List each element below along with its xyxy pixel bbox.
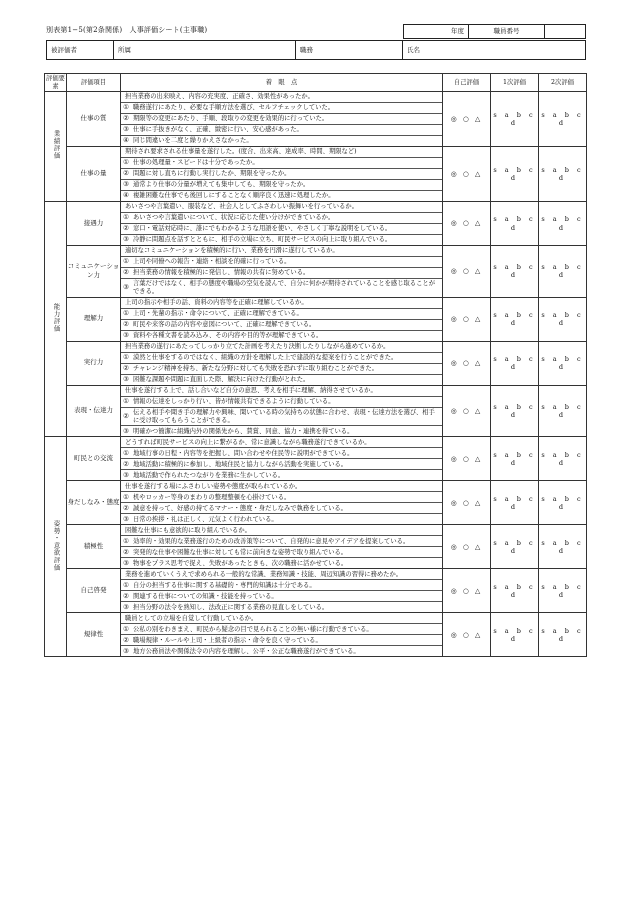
table-row <box>45 525 587 569</box>
first-eval-options[interactable]: s a b c d <box>491 202 539 246</box>
point-number: ① <box>123 258 129 266</box>
point-row <box>121 179 442 190</box>
item-name: コミュニケーション力 <box>67 246 121 298</box>
second-eval-options[interactable]: s a b c d <box>539 525 587 569</box>
point-text: 担当業務の情報を積極的に発信し、情報の共有に努めている。 <box>133 269 310 277</box>
point-row <box>121 396 442 407</box>
point-row <box>121 135 442 146</box>
col-points: 着 眼 点 <box>121 74 443 92</box>
point-number: ① <box>123 537 129 545</box>
table-row <box>45 341 587 385</box>
point-number: ① <box>123 104 129 112</box>
point-text: 仕事を遂行する場にふさわしい姿勢や態度が取られているか。 <box>125 482 302 490</box>
point-text: 上司や同僚への報告・連絡・相談を的確に行っている。 <box>133 258 291 266</box>
item-name: 規律性 <box>67 613 121 657</box>
second-eval-options[interactable]: s a b c d <box>539 341 587 385</box>
point-row <box>121 557 442 568</box>
first-eval-options[interactable]: s a b c d <box>491 341 539 385</box>
doc-title: 別表第1−5(第2条関係) 人事評価シート(主事職) <box>46 26 208 34</box>
point-text: 担当分野の法令を熟知し、法改正に関する業務の見直しをしている。 <box>133 603 329 611</box>
point-row <box>121 202 442 212</box>
point-text: 同じ間違いを二度と繰りかえさなかった。 <box>133 137 253 145</box>
table-row <box>45 385 587 437</box>
dept-label: 所属 <box>114 41 296 59</box>
point-number: ③ <box>123 515 129 523</box>
item-name: 仕事の量 <box>67 147 121 202</box>
point-number: ① <box>123 159 129 167</box>
point-number: ③ <box>123 126 129 134</box>
point-number: ② <box>123 320 129 328</box>
point-row <box>121 374 442 385</box>
point-row <box>121 363 442 374</box>
point-number: ③ <box>123 559 129 567</box>
point-number: ② <box>123 170 129 178</box>
second-eval-options[interactable]: s a b c d <box>539 297 587 341</box>
category-label: 業績評価 <box>52 130 60 160</box>
point-number: ② <box>123 269 129 277</box>
point-row <box>121 634 442 645</box>
point-text: 期限等の変更にあたり、手順、段取りの変更を効果的に行っていた。 <box>133 115 329 123</box>
point-text: 日常の挨拶・礼は正しく、元気よく行われている。 <box>133 515 278 523</box>
item-name: 身だしなみ・態度 <box>67 481 121 525</box>
point-row <box>121 212 442 223</box>
point-row <box>121 447 442 458</box>
table-row <box>45 437 587 481</box>
point-text: 伝える相手や聞き手の理解力や興味、聞いている時の気持ちの状態に合わせ、表現・伝達方法を選び、相手に受け取ってもらうことができる。 <box>133 408 435 424</box>
category-cell <box>45 437 67 657</box>
table-row <box>45 246 587 298</box>
self-eval-options[interactable]: ◎ ○ △ <box>443 569 491 613</box>
name-label: 氏名 <box>407 46 420 54</box>
category-label: 姿勢・意欲評価 <box>52 519 60 571</box>
point-number: ① <box>123 214 129 222</box>
point-number: ② <box>123 592 129 600</box>
point-text: 効率的・効果的な業務遂行のための改善策等について、自発的に意見やアイデアを提案している。 <box>133 537 410 545</box>
point-row <box>121 319 442 330</box>
table-row <box>45 569 587 613</box>
points-cell <box>121 297 443 341</box>
point-text: 明確かつ簡潔に組織内外の関係先から、賛賞、同意、協力・連携を得ている。 <box>133 427 354 435</box>
first-eval-options[interactable]: s a b c d <box>491 525 539 569</box>
points-cell <box>121 246 443 298</box>
point-row <box>121 437 442 447</box>
point-text: 職場規律・ルールや上司・上級者の指示・命令を良く守っている。 <box>133 636 322 644</box>
point-text: 業務を進めていくうえで求められる一般的な常識、業務知識・技能、周辺知識の習得に務めたか。 <box>125 570 403 578</box>
point-text: 窓口・電話対応時に、誰にでもわかるような用語を使い、やさしく丁寧な説明をしている。 <box>133 225 392 233</box>
point-number: ① <box>123 449 129 457</box>
point-text: どうすれば町民サービスの向上に繋がるか、常に意識しながら職務遂行できているか。 <box>125 438 371 446</box>
point-number: ③ <box>123 647 129 655</box>
point-row <box>121 525 442 535</box>
point-row <box>121 278 442 297</box>
table-row <box>45 613 587 657</box>
point-number: ④ <box>123 192 129 200</box>
point-number: ③ <box>123 603 129 611</box>
point-text: 期待され要求される仕事量を遂行した。(度合、出来高、達成率、時間、期限など) <box>125 148 357 156</box>
point-row <box>121 513 442 524</box>
self-eval-options[interactable]: ◎ ○ △ <box>443 437 491 481</box>
point-row <box>121 407 442 426</box>
point-row <box>121 502 442 513</box>
point-text: 資料や各種文書を読み込み、その内容や目的等が理解できている。 <box>133 331 323 339</box>
point-row <box>121 190 442 201</box>
first-eval-options[interactable]: s a b c d <box>491 569 539 613</box>
point-row <box>121 92 442 102</box>
first-eval-options[interactable]: s a b c d <box>491 246 539 298</box>
point-row <box>121 223 442 234</box>
point-number: ① <box>123 397 129 405</box>
item-name: 理解力 <box>67 297 121 341</box>
point-text: 適切なコミュニケーションを積極的に行い、業務を円滑に遂行しているか。 <box>125 247 339 255</box>
self-eval-options[interactable]: ◎ ○ △ <box>443 202 491 246</box>
point-text: 突発的な仕事や困難な仕事に対しても常に前向きな姿勢で取り組んでいる。 <box>133 548 348 556</box>
points-cell <box>121 437 443 481</box>
second-eval-options[interactable]: s a b c d <box>539 92 587 147</box>
year-staff-box <box>403 24 586 39</box>
point-text: 地方公務員法や関係法令の内容を理解し、公平・公正な職務遂行ができている。 <box>133 647 360 655</box>
point-text: 言葉だけではなく、相手の態度や職場の空気を読んで、自分に何かが期待されていることを感じ取ることができる。 <box>133 280 435 295</box>
point-number: ② <box>123 364 129 372</box>
point-row <box>121 469 442 480</box>
point-number: ④ <box>123 137 129 145</box>
second-eval-options[interactable]: s a b c d <box>539 385 587 437</box>
point-row <box>121 601 442 612</box>
point-row <box>121 546 442 557</box>
item-name: 接遇力 <box>67 202 121 246</box>
col-first: 1次評価 <box>491 74 539 92</box>
evaluatee-header <box>46 40 586 60</box>
first-eval-options[interactable]: s a b c d <box>491 297 539 341</box>
point-row <box>121 102 442 113</box>
point-row <box>121 425 442 436</box>
self-eval-options[interactable]: ◎ ○ △ <box>443 147 491 202</box>
point-number: ① <box>123 625 129 633</box>
point-text: 困難な課題や問題に直面した際、解決に向けた行動がとれた。 <box>133 375 310 383</box>
point-text: 自分の担当する仕事に関する基礎的・専門的知識は十分である。 <box>133 581 316 589</box>
point-text: 担当業務の遂行にあたってしっかり立てた計画を考えたり決断したりしながら進めているか。 <box>125 342 390 350</box>
point-row <box>121 352 442 363</box>
first-eval-options[interactable]: s a b c d <box>491 613 539 657</box>
point-row <box>121 645 442 656</box>
point-number: ③ <box>123 181 129 189</box>
point-text: 関連する仕事についての知識・技能を持っている。 <box>133 592 278 600</box>
point-row <box>121 234 442 245</box>
col-item: 評価項目 <box>67 74 121 92</box>
category-label: 能力評価 <box>52 303 60 333</box>
point-text: 困難な仕事にも意欲的に取り組んでいるか。 <box>125 526 251 534</box>
points-cell <box>121 525 443 569</box>
second-eval-options[interactable]: s a b c d <box>539 437 587 481</box>
self-eval-options[interactable]: ◎ ○ △ <box>443 92 491 147</box>
first-eval-options[interactable]: s a b c d <box>491 385 539 437</box>
point-row <box>121 342 442 352</box>
point-number: ② <box>123 636 129 644</box>
table-row <box>45 147 587 202</box>
first-eval-options[interactable]: s a b c d <box>491 437 539 481</box>
item-name: 積極性 <box>67 525 121 569</box>
table-row <box>45 481 587 525</box>
point-row <box>121 590 442 601</box>
year-label: 年度 <box>404 25 469 38</box>
self-eval-options[interactable]: ◎ ○ △ <box>443 525 491 569</box>
point-text: 上司・先輩の指示・命令について、正確に理解できている。 <box>133 309 303 317</box>
table-row <box>45 92 587 147</box>
point-number: ① <box>123 581 129 589</box>
point-row <box>121 168 442 179</box>
first-eval-options[interactable]: s a b c d <box>491 92 539 147</box>
staff-no-field[interactable] <box>545 25 585 38</box>
second-eval-options[interactable]: s a b c d <box>539 481 587 525</box>
point-text: 職務遂行にあたり、必要な手順方法を選び、セルフチェックしていた。 <box>133 104 335 112</box>
point-number: ③ <box>123 427 129 435</box>
point-row <box>121 613 442 623</box>
point-row <box>121 308 442 319</box>
point-text: 物事をプラス思考で捉え、失敗があったときも、次の職務に活かせている。 <box>133 559 348 567</box>
point-text: チャレンジ精神を持ち、新たな分野に対しても失敗を恐れずに取り組むことができた。 <box>133 364 379 372</box>
point-row <box>121 458 442 469</box>
point-number: ③ <box>123 375 129 383</box>
point-text: あいさつや言葉遣いについて、状況に応じた使い分けができているか。 <box>133 214 335 222</box>
table-row <box>45 297 587 341</box>
point-number: ① <box>123 353 129 361</box>
point-row <box>121 481 442 491</box>
point-text: 仕事を遂行する上で、話し合いなど自分の意思、考えを相手に理解、納得させているか。 <box>125 386 377 394</box>
point-row <box>121 246 442 256</box>
self-eval-options[interactable]: ◎ ○ △ <box>443 385 491 437</box>
item-name: 仕事の質 <box>67 92 121 147</box>
point-number: ② <box>123 504 129 512</box>
point-number: ① <box>123 309 129 317</box>
point-text: 地域行事の日程・内容等を把握し、問い合わせや住民等に説明ができている。 <box>133 449 354 457</box>
point-row <box>121 569 442 579</box>
first-eval-options[interactable]: s a b c d <box>491 481 539 525</box>
self-eval-options[interactable]: ◎ ○ △ <box>443 246 491 298</box>
col-self: 自己評価 <box>443 74 491 92</box>
point-row <box>121 386 442 396</box>
position-label: 職務 <box>296 41 403 59</box>
point-text: 通常より仕事の分量が増えても集中しても、期限を守ったか。 <box>133 181 310 189</box>
points-cell <box>121 481 443 525</box>
second-eval-options[interactable]: s a b c d <box>539 569 587 613</box>
second-eval-options[interactable]: s a b c d <box>539 246 587 298</box>
point-number: ③ <box>123 331 129 339</box>
second-eval-options[interactable]: s a b c d <box>539 613 587 657</box>
point-row <box>121 256 442 267</box>
point-text: 複雑困難な仕事でも後回しにすることなく順序良く迅速に処理したか。 <box>133 192 335 200</box>
point-row <box>121 113 442 124</box>
table-header-row <box>45 74 587 92</box>
point-number: ② <box>123 548 129 556</box>
point-number: ② <box>123 460 129 468</box>
point-text: 机やロッカー等身のまわりの整理整頓を心掛けている。 <box>133 493 291 501</box>
point-text: 町民や来客の話の内容や意図について、正確に理解できている。 <box>133 320 316 328</box>
second-eval-options[interactable]: s a b c d <box>539 202 587 246</box>
point-number: ③ <box>123 236 129 244</box>
point-text: 仕事の処理量・スピードは十分であったか。 <box>133 159 259 167</box>
points-cell <box>121 92 443 147</box>
point-text: 担当業務の出来映え、内容の充実度、正確さ、効果性があったか。 <box>125 93 314 101</box>
point-text: 漠然と仕事をするのではなく、組織の方針を理解した上で建設的な提案を行うことができた。 <box>133 353 398 361</box>
item-name: 表現・伝達力 <box>67 385 121 437</box>
point-text: 上司の指示や相手の話、資料の内容等を正確に理解しているか。 <box>125 298 308 306</box>
points-cell <box>121 341 443 385</box>
point-text: 地域活動に積極的に参加し、地域住民と協力しながら活動を実施している。 <box>133 460 348 468</box>
self-eval-options[interactable]: ◎ ○ △ <box>443 297 491 341</box>
point-row <box>121 623 442 634</box>
point-number: ② <box>123 225 129 233</box>
category-cell <box>45 202 67 437</box>
point-row <box>121 330 442 341</box>
first-eval-options[interactable]: s a b c d <box>491 147 539 202</box>
staff-no-label: 職員番号 <box>469 25 545 38</box>
table-row <box>45 202 587 246</box>
item-name: 実行力 <box>67 341 121 385</box>
evaluation-table <box>44 73 587 657</box>
point-row <box>121 124 442 135</box>
category-cell <box>45 92 67 202</box>
point-row <box>121 535 442 546</box>
point-text: 地域活動で作られたつながりを業務に生かしている。 <box>133 471 285 479</box>
point-row <box>121 579 442 590</box>
item-name: 自己啓発 <box>67 569 121 613</box>
item-name: 町民との交流 <box>67 437 121 481</box>
col-second: 2次評価 <box>539 74 587 92</box>
point-text: 情報の伝達をしっかり行い、皆が情報共有できるように行動している。 <box>133 397 335 405</box>
col-element: 評価要素 <box>46 74 65 90</box>
point-row <box>121 147 442 157</box>
point-text: 公私の別をわきまえ、町民から疑念の目で見られることの無い様に行動できている。 <box>133 625 373 633</box>
points-cell <box>121 147 443 202</box>
point-text: 職員としての立場を自覚して行動しているか。 <box>125 614 258 622</box>
point-number: ② <box>123 412 129 420</box>
points-cell <box>121 613 443 657</box>
point-text: 冷静に問題点を話すとともに、相手の立場に立ち、町民サービスの向上に取り組んでいる。 <box>133 236 392 244</box>
point-text: 問題に対し直ちに行動し実行したか、期限を守ったか。 <box>133 170 291 178</box>
point-number: ③ <box>123 283 129 291</box>
points-cell <box>121 202 443 246</box>
point-number: ③ <box>123 471 129 479</box>
point-number: ② <box>123 115 129 123</box>
points-cell <box>121 569 443 613</box>
point-row <box>121 298 442 308</box>
self-eval-options[interactable]: ◎ ○ △ <box>443 481 491 525</box>
points-cell <box>121 385 443 437</box>
point-row <box>121 157 442 168</box>
self-eval-options[interactable]: ◎ ○ △ <box>443 341 491 385</box>
point-number: ① <box>123 493 129 501</box>
evaluatee-label: 被評価者 <box>47 41 114 59</box>
point-row <box>121 267 442 278</box>
point-text: あいさつや言葉遣い、服装など、社会人としてふさわしい振舞いを行っているか。 <box>125 203 358 211</box>
point-row <box>121 491 442 502</box>
point-text: 仕事に手抜きがなく、正確、緻密に行い、安心感があった。 <box>133 126 303 134</box>
second-eval-options[interactable]: s a b c d <box>539 147 587 202</box>
self-eval-options[interactable]: ◎ ○ △ <box>443 613 491 657</box>
point-text: 誠意を持って、好感の持てるマナー・態度・身だしなみで執務をしている。 <box>133 504 347 512</box>
